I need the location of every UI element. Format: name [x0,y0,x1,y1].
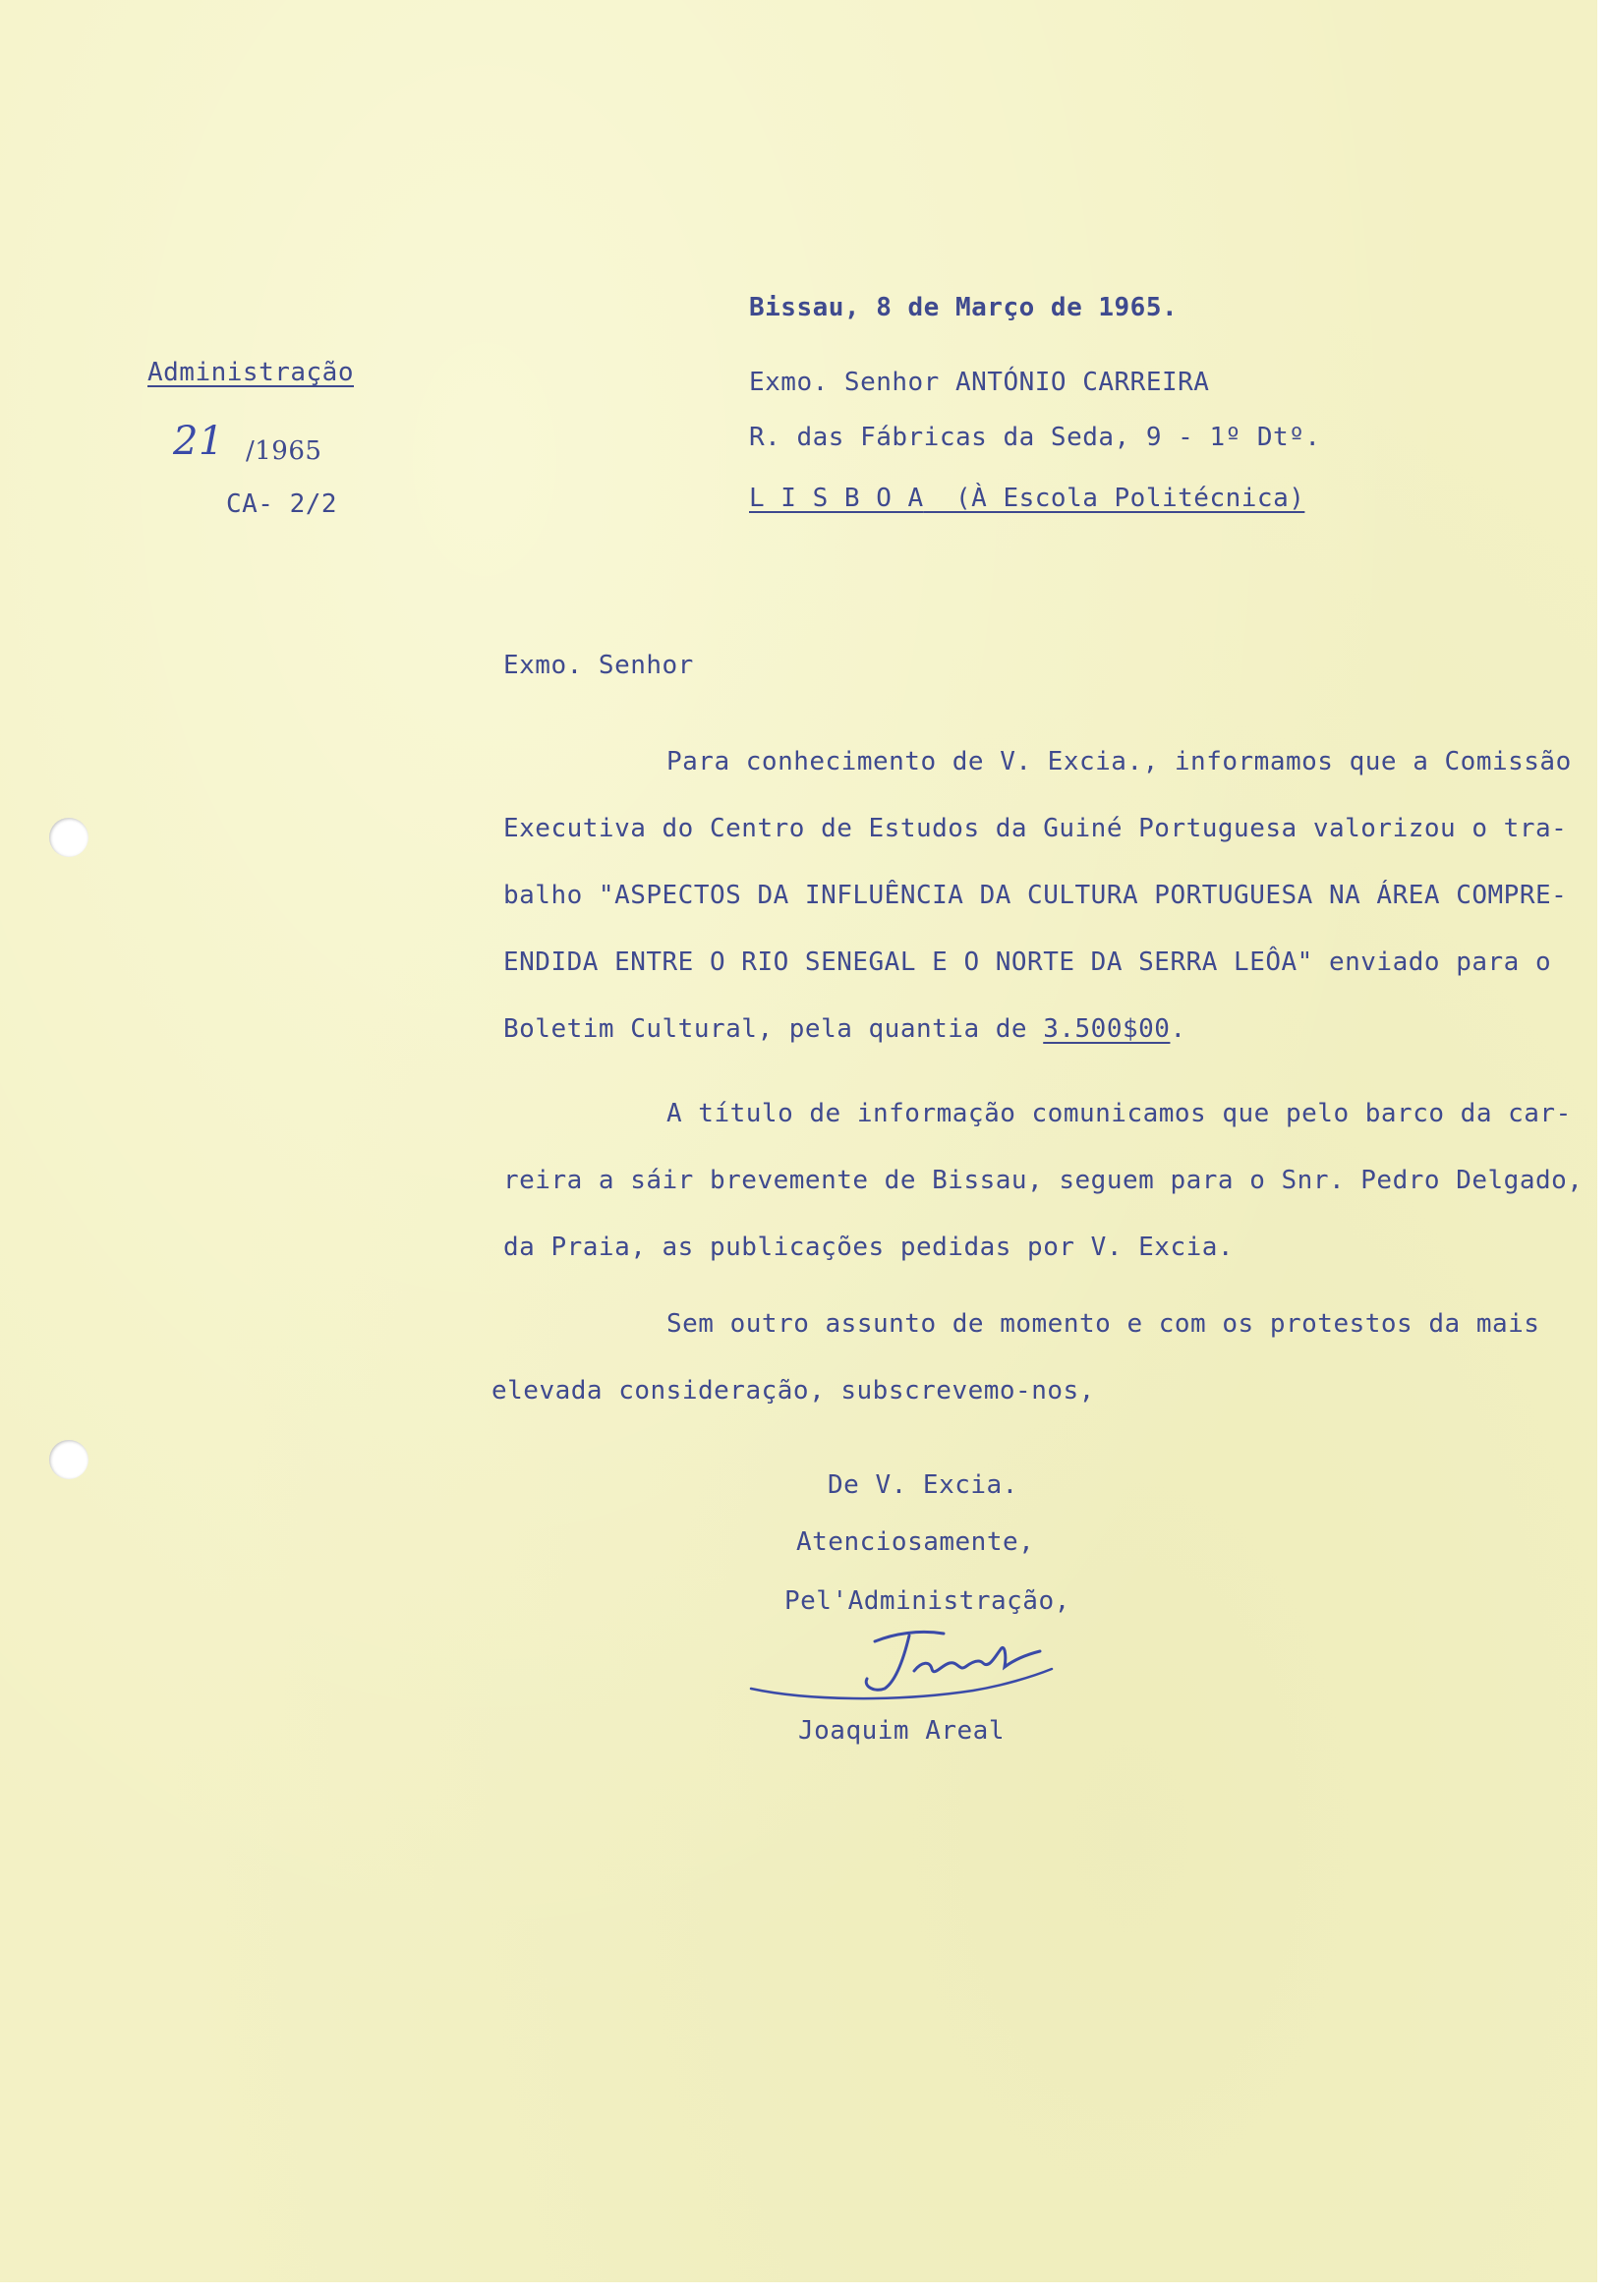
punch-hole-bottom [49,1440,88,1479]
signatory-name: Joaquim Areal [798,1716,1005,1746]
body-line-amount [503,1014,1186,1044]
body-line: da Praia, as publicações pedidas por V. Excia. [503,1233,1235,1262]
body-text: Boletim Cultural, pela quantia de [503,1014,1044,1044]
body-text: . [1170,1014,1186,1044]
ref-year: /1965 [246,436,322,466]
recipient-name: Exmo. Senhor ANTÓNIO CARREIRA [749,368,1210,397]
recipient-city-line [749,484,1304,513]
body-line: Sem outro assunto de momento e com os protestos da mais [666,1309,1540,1339]
amount: 3.500$00 [1043,1014,1171,1044]
punch-hole-top [49,818,88,857]
recipient-city: L I S B O A [749,484,924,513]
body-line: Para conhecimento de V. Excia., informamos que a Comissão [666,747,1572,776]
ref-code: CA- 2/2 [226,489,338,519]
body-line: elevada consideração, subscrevemo-nos, [491,1376,1095,1406]
body-line: reira a sáir brevemente de Bissau, seguem para o Snr. Pedro Delgado, [503,1166,1584,1195]
closing-line: Atenciosamente, [796,1527,1035,1557]
scan-edge [1597,0,1615,2296]
body-line: A título de informação comunicamos que pelo barco da car- [666,1099,1572,1128]
body-line: balho "ASPECTOS DA INFLUÊNCIA DA CULTURA PORTUGUESA NA ÁREA COMPRE- [503,881,1568,910]
salutation: Exmo. Senhor [503,651,694,680]
handwritten-signature [747,1612,1071,1710]
department-label: Administração [147,358,354,387]
closing-line: De V. Excia. [828,1470,1018,1500]
body-line: ENDIDA ENTRE O RIO SENEGAL E O NORTE DA SERRA LEÔA" enviado para o [503,947,1552,977]
handwritten-ref-number: 21 [173,419,224,464]
closing-line: Pel'Administração, [784,1586,1070,1616]
body-line: Executiva do Centro de Estudos da Guiné Portuguesa valorizou o tra- [503,814,1568,843]
scan-edge [0,2282,1615,2296]
place-date: Bissau, 8 de Março de 1965. [749,293,1179,322]
recipient-city-note: (À Escola Politécnica) [955,484,1305,513]
recipient-address: R. das Fábricas da Seda, 9 - 1º Dtº. [749,423,1321,452]
